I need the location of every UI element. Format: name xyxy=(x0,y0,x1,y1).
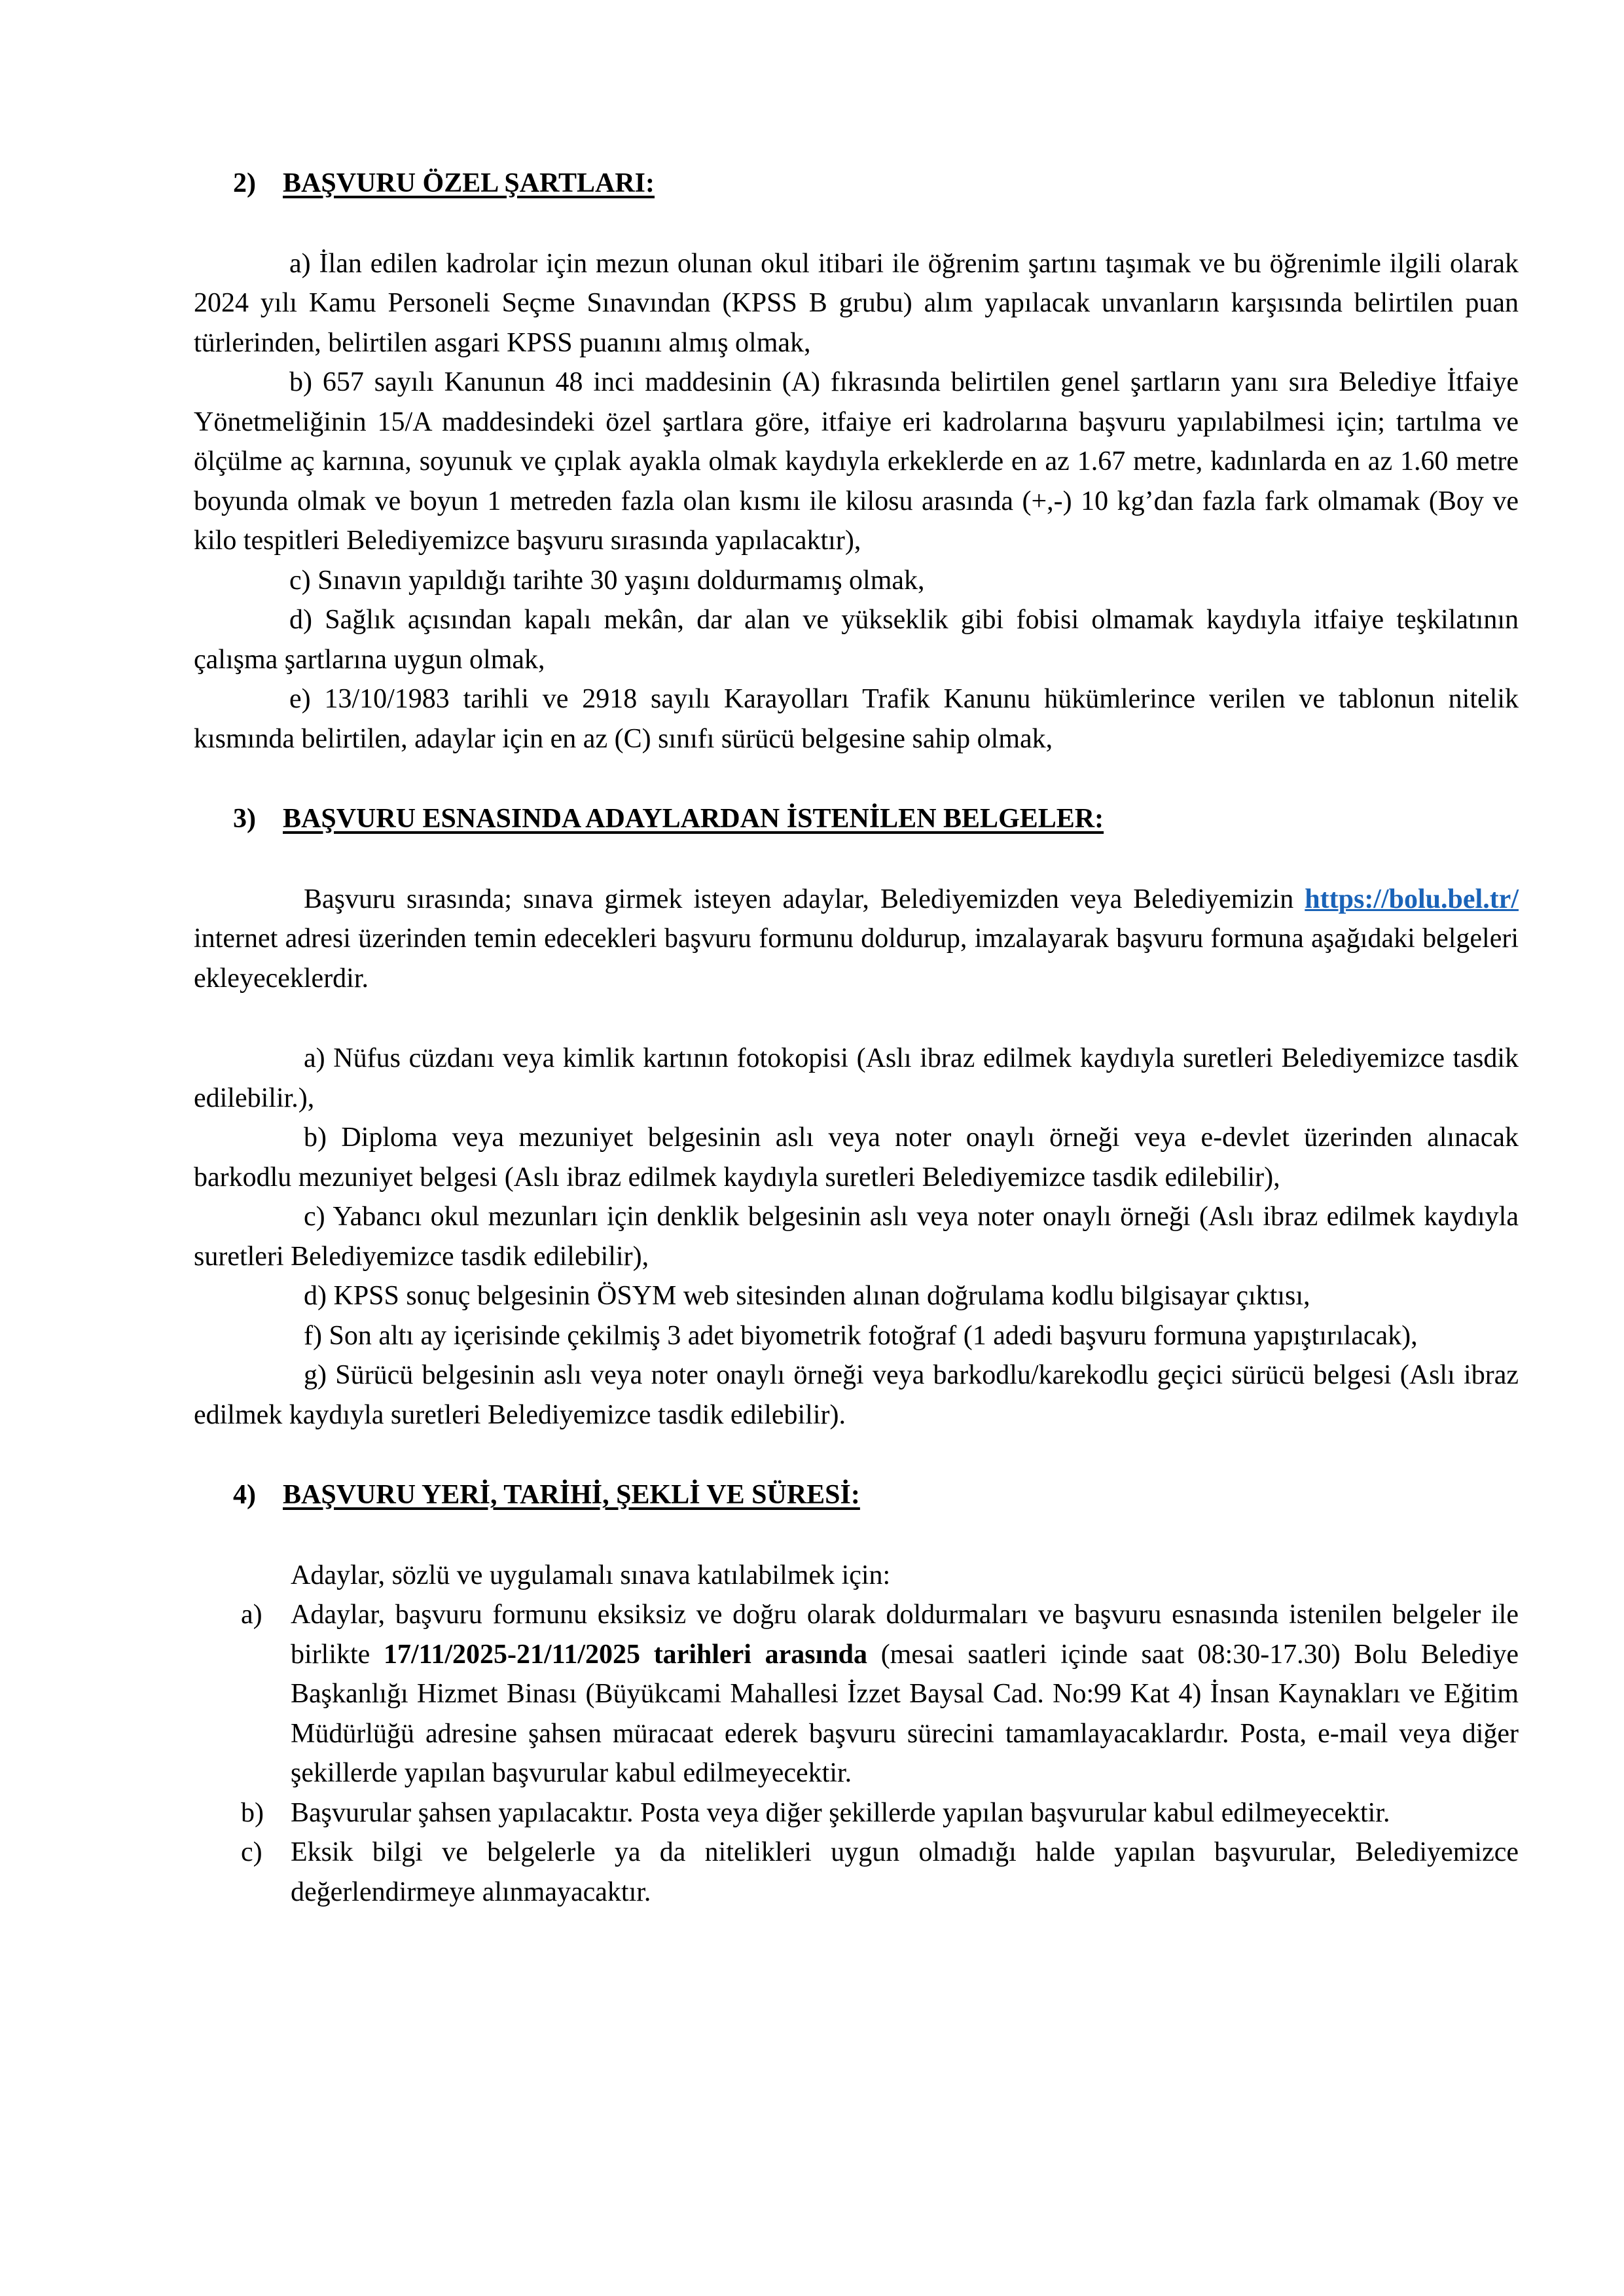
document-b: b) Diploma veya mezuniyet belgesinin aslı veya noter onaylı örneği veya e-devlet üzerinden alınacak barkodlu mezuniyet belgesi (Aslı ibraz edilmek kaydıyla suretleri Belediyemizce tasdik edilebilir), xyxy=(194,1122,1519,1193)
section-title: BAŞVURU YERİ, TARİHİ, ŞEKLİ VE SÜRESİ: xyxy=(283,1480,860,1510)
section-2-heading xyxy=(194,164,1519,204)
application-item-b xyxy=(194,1793,1519,1833)
requirement-e: e) 13/10/1983 tarihli ve 2918 sayılı Karayolları Trafik Kanunu hükümlerince verilen ve tablonun nitelik kısmında belirtilen, adaylar için en az (C) sınıfı sürücü belgesine sahip olmak, xyxy=(194,684,1519,754)
application-item-c xyxy=(194,1833,1519,1912)
website-link[interactable]: https://bolu.bel.tr/ xyxy=(1305,884,1519,914)
item-label: b) xyxy=(241,1797,264,1828)
item-text: Eksik bilgi ve belgelerle ya da nitelikleri uygun olmadığı halde yapılan başvurular, Belediyemizce değerlendirmeye alınmayacaktır. xyxy=(291,1837,1519,1907)
section-title: BAŞVURU ESNASINDA ADAYLARDAN İSTENİLEN BELGELER: xyxy=(283,804,1104,834)
section-title: BAŞVURU ÖZEL ŞARTLARI: xyxy=(283,168,655,198)
section-4-heading xyxy=(194,1475,1519,1515)
requirement-d: d) Sağlık açısından kapalı mekân, dar alan ve yükseklik gibi fobisi olmamak kaydıyla itfaiye teşkilatının çalışma şartlarına uygun olmak, xyxy=(194,605,1519,675)
text-part: Adaylar, başvuru formunu eksiksiz ve doğru olarak doldurmaları ve başvuru esnasında istenilen belgeler ile birlikte xyxy=(291,1600,1519,1670)
section-3-heading xyxy=(194,799,1519,839)
requirement-b: b) 657 sayılı Kanunun 48 inci maddesinin (A) fıkrasında belirtilen genel şartların yanı sıra Belediye İtfaiye Yönetmeliğinin 15/A maddesindeki özel şartlara göre, itfaiye eri kadrolarına başvuru yapılabilmesi için; tartılma ve ölçülme aç karnına, soyunuk ve çıplak ayakla olmak kaydıyla erkeklerde en az 1.67 metre, kadınlarda en az 1.60 metre boyunda olmak ve boyun 1 metreden fazla olan kısmı ile kilosu arasında (+,-) 10 kg’dan fazla fark olmamak (Boy ve kilo tespitleri Belediyemizce başvuru sırasında yapılacaktır), xyxy=(194,367,1519,556)
requirement-a: a) İlan edilen kadrolar için mezun olunan okul itibari ile öğrenim şartını taşımak ve bu öğrenimle ilgili olarak 2024 yılı Kamu Personeli Seçme Sınavından (KPSS B grubu) alım yapılacak unvanların karşısında belirtilen puan türlerinden, belirtilen asgari KPSS puanını almış olmak, xyxy=(194,248,1519,358)
application-intro: Adaylar, sözlü ve uygulamalı sınava katılabilmek için: xyxy=(291,1560,891,1590)
item-label: c) xyxy=(241,1837,262,1867)
document-d: d) KPSS sonuç belgesinin ÖSYM web sitesinden alınan doğrulama kodlu bilgisayar çıktısı, xyxy=(304,1281,1310,1311)
document-c: c) Yabancı okul mezunları için denklik belgesinin aslı veya noter onaylı örneği (Aslı ibraz edilmek kaydıyla suretleri Belediyemizce tasdik edilebilir), xyxy=(194,1202,1519,1272)
intro-text: Başvuru sırasında; sınava girmek isteyen adaylar, Belediyemizden veya Belediyemizin xyxy=(304,884,1305,914)
section-number: 2) xyxy=(233,168,256,198)
section-number: 3) xyxy=(233,804,256,834)
requirement-c: c) Sınavın yapıldığı tarihte 30 yaşını doldurmamış olmak, xyxy=(289,565,925,596)
document-f: f) Son altı ay içerisinde çekilmiş 3 adet biyometrik fotoğraf (1 adedi başvuru formuna yapıştırılacak), xyxy=(304,1320,1418,1351)
section-number: 4) xyxy=(233,1480,256,1510)
document-a: a) Nüfus cüzdanı veya kimlik kartının fotokopisi (Aslı ibraz edilmek kaydıyla suretleri Belediyemizce tasdik edilebilir.), xyxy=(194,1043,1519,1113)
documents-intro xyxy=(194,880,1519,999)
text-part: (mesai saatleri içinde saat 08:30-17.30) Bolu Belediye Başkanlığı Hizmet Binası (Büyükcami Mahallesi İzzet Baysal Cad. No:99 Kat 4) İnsan Kaynakları ve Eğitim Müdürlüğü adresine şahsen müracaat ederek başvuru sürecini tamamlayacaklardır. Posta, e-mail veya diğer şekillerde yapılan başvurular kabul edilmeyecektir. xyxy=(291,1639,1519,1788)
item-text xyxy=(291,1595,1519,1793)
item-text: Başvurular şahsen yapılacaktır. Posta veya diğer şekillerde yapılan başvurular kabul edilmeyecektir. xyxy=(291,1797,1390,1828)
document-page xyxy=(194,164,1519,1912)
document-g: g) Sürücü belgesinin aslı veya noter onaylı örneği veya barkodlu/karekodlu geçici sürücü belgesi (Aslı ibraz edilmek kaydıyla suretleri Belediyemizce tasdik edilebilir). xyxy=(194,1360,1519,1430)
item-label: a) xyxy=(241,1600,262,1630)
application-item-a xyxy=(194,1595,1519,1793)
intro-text-cont: internet adresi üzerinden temin edecekleri başvuru formunu doldurup, imzalayarak başvuru formuna aşağıdaki belgeleri ekleyeceklerdir. xyxy=(194,924,1519,994)
application-dates: 17/11/2025-21/11/2025 tarihleri arasında xyxy=(383,1639,868,1670)
